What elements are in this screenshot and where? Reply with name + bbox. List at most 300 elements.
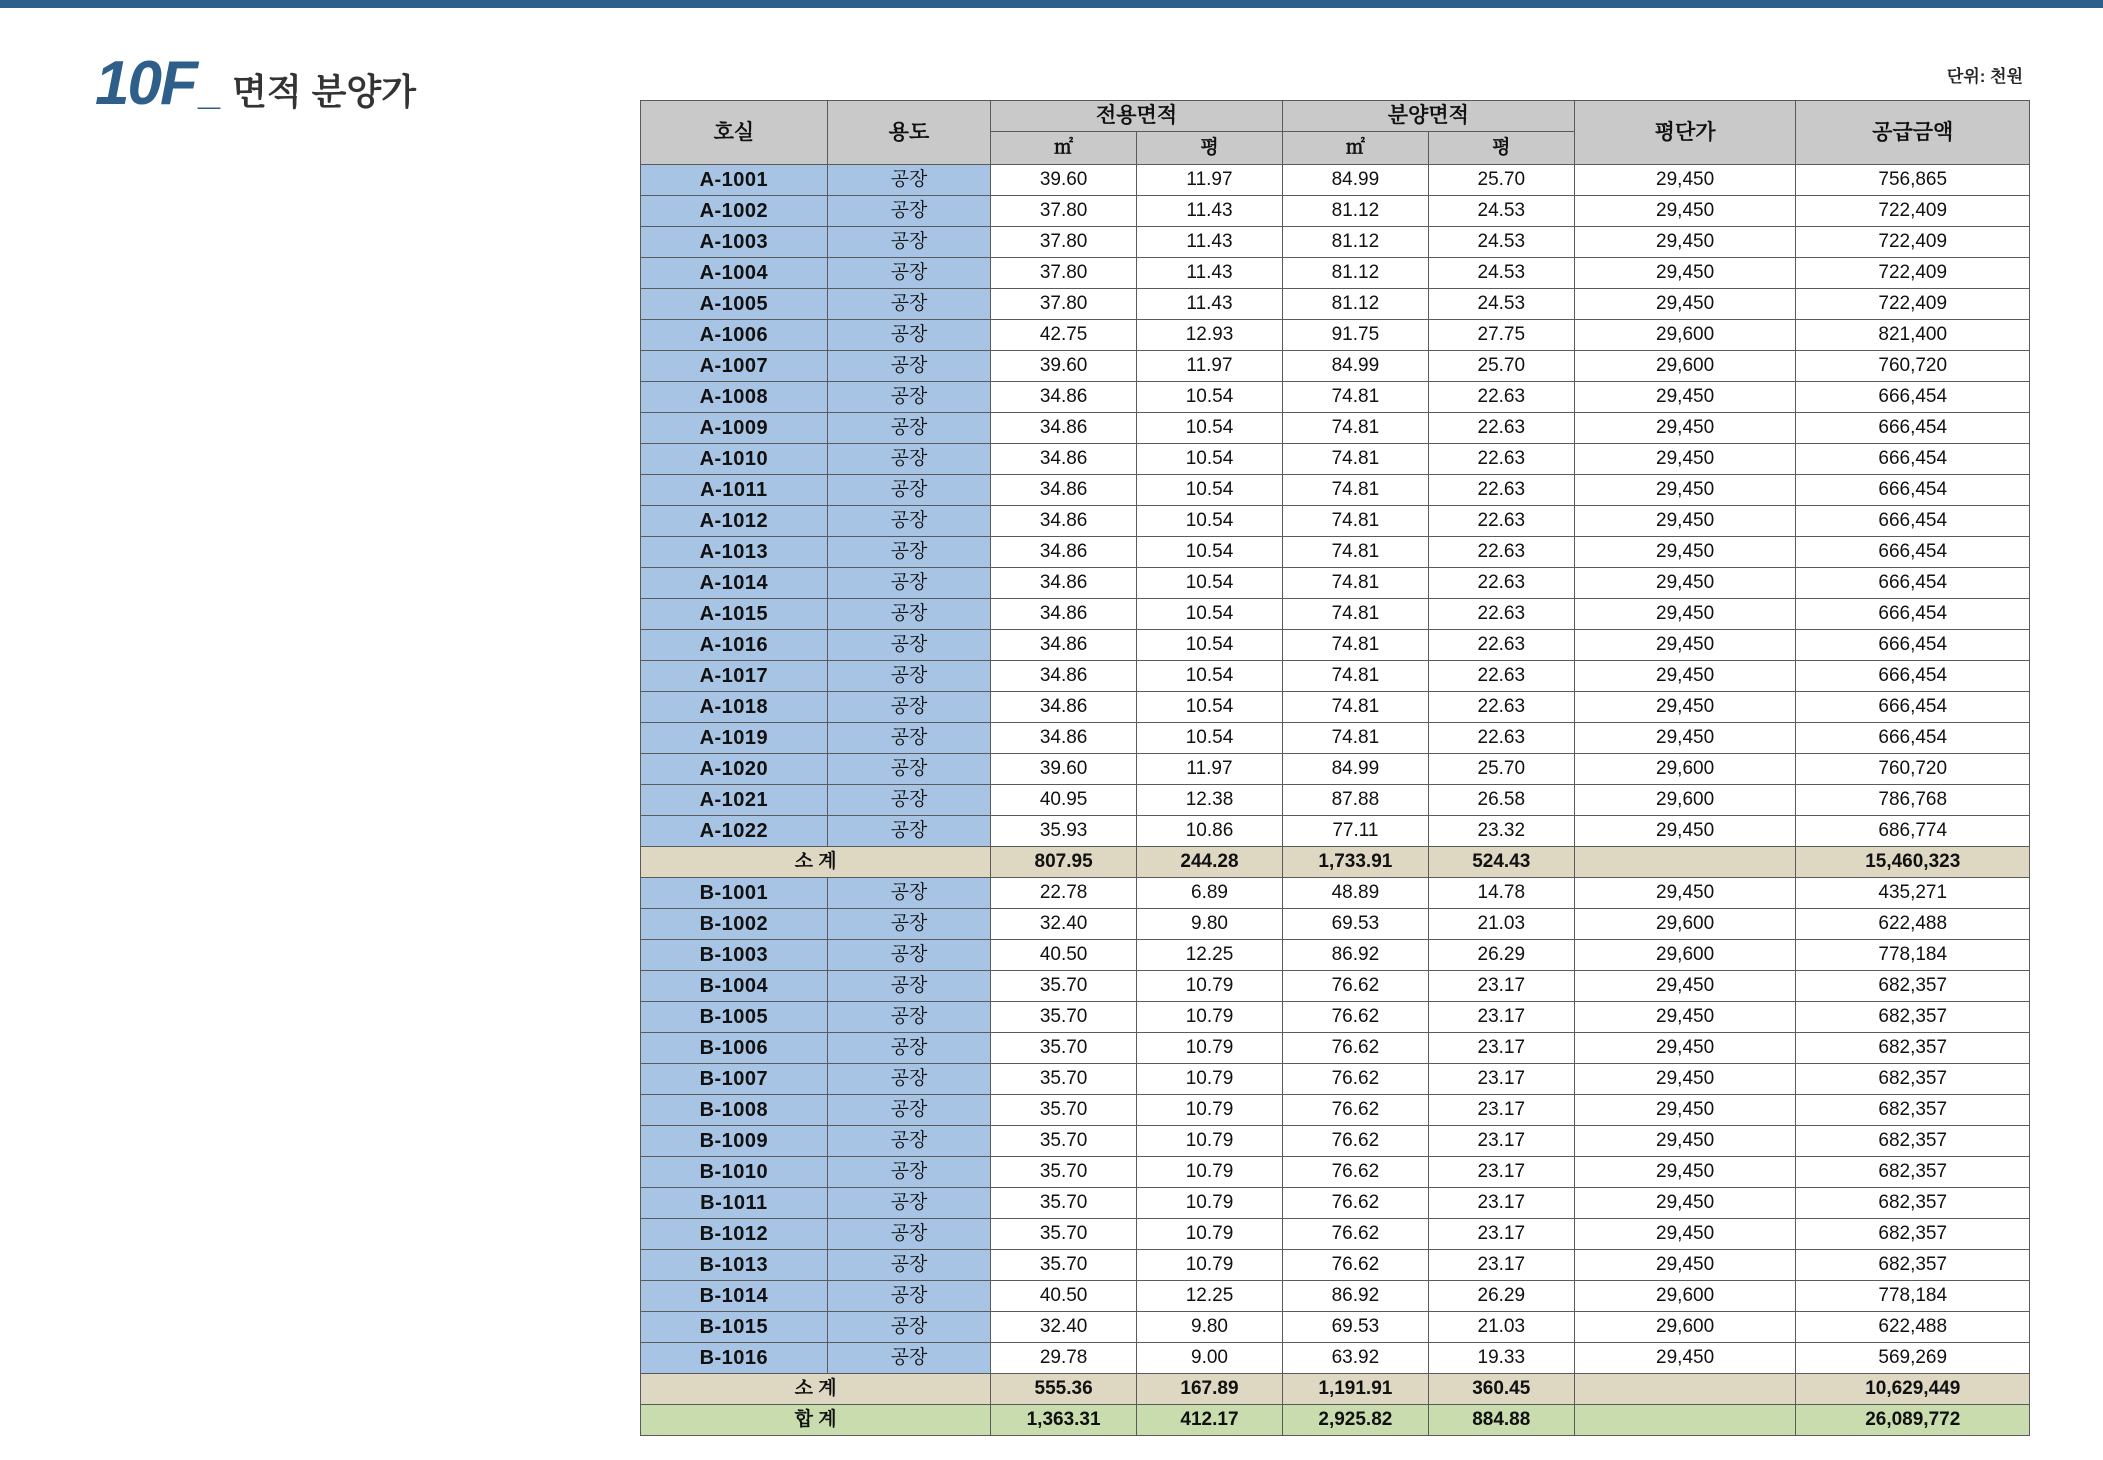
table-row bbox=[641, 196, 2030, 227]
cell-use: 공장 bbox=[827, 878, 990, 909]
subtotal-row-a-total-amount: 15,460,323 bbox=[1796, 847, 2030, 878]
cell-supply-sqm: 74.81 bbox=[1282, 537, 1428, 568]
cell-exclusive-sqm: 34.86 bbox=[991, 506, 1137, 537]
cell-total-amount: 666,454 bbox=[1796, 506, 2030, 537]
cell-supply-sqm: 86.92 bbox=[1282, 940, 1428, 971]
cell-unit: B-1001 bbox=[641, 878, 828, 909]
cell-exclusive-pyeong: 12.25 bbox=[1137, 940, 1283, 971]
cell-unit: A-1010 bbox=[641, 444, 828, 475]
cell-use: 공장 bbox=[827, 630, 990, 661]
cell-exclusive-sqm: 35.93 bbox=[991, 816, 1137, 847]
cell-total-amount: 722,409 bbox=[1796, 196, 2030, 227]
cell-unit: B-1012 bbox=[641, 1219, 828, 1250]
table-row bbox=[641, 537, 2030, 568]
cell-supply-sqm: 74.81 bbox=[1282, 692, 1428, 723]
table-row bbox=[641, 1126, 2030, 1157]
cell-exclusive-sqm: 34.86 bbox=[991, 599, 1137, 630]
cell-unit: A-1004 bbox=[641, 258, 828, 289]
cell-total-amount: 760,720 bbox=[1796, 351, 2030, 382]
cell-unit-price: 29,450 bbox=[1574, 227, 1796, 258]
cell-use: 공장 bbox=[827, 723, 990, 754]
cell-unit: B-1008 bbox=[641, 1095, 828, 1126]
table-row bbox=[641, 382, 2030, 413]
grand-total-row-exclusive-pyeong: 412.17 bbox=[1137, 1405, 1283, 1436]
cell-unit: B-1004 bbox=[641, 971, 828, 1002]
cell-exclusive-sqm: 35.70 bbox=[991, 1002, 1137, 1033]
cell-total-amount: 666,454 bbox=[1796, 413, 2030, 444]
cell-exclusive-pyeong: 10.54 bbox=[1137, 413, 1283, 444]
cell-exclusive-sqm: 32.40 bbox=[991, 909, 1137, 940]
cell-unit: B-1014 bbox=[641, 1281, 828, 1312]
cell-use: 공장 bbox=[827, 1281, 990, 1312]
cell-exclusive-sqm: 40.95 bbox=[991, 785, 1137, 816]
cell-unit-price: 29,450 bbox=[1574, 444, 1796, 475]
cell-use: 공장 bbox=[827, 661, 990, 692]
cell-supply-pyeong: 23.17 bbox=[1428, 1126, 1574, 1157]
cell-supply-sqm: 69.53 bbox=[1282, 1312, 1428, 1343]
cell-exclusive-sqm: 39.60 bbox=[991, 754, 1137, 785]
table-row bbox=[641, 227, 2030, 258]
cell-supply-sqm: 87.88 bbox=[1282, 785, 1428, 816]
cell-supply-sqm: 48.89 bbox=[1282, 878, 1428, 909]
cell-unit: B-1015 bbox=[641, 1312, 828, 1343]
table-row bbox=[641, 692, 2030, 723]
cell-supply-sqm: 84.99 bbox=[1282, 351, 1428, 382]
cell-unit: B-1006 bbox=[641, 1033, 828, 1064]
cell-total-amount: 622,488 bbox=[1796, 909, 2030, 940]
cell-exclusive-sqm: 39.60 bbox=[991, 351, 1137, 382]
subtotal-row-a-exclusive-pyeong: 244.28 bbox=[1137, 847, 1283, 878]
cell-exclusive-pyeong: 10.54 bbox=[1137, 444, 1283, 475]
cell-exclusive-sqm: 42.75 bbox=[991, 320, 1137, 351]
table-row bbox=[641, 630, 2030, 661]
cell-use: 공장 bbox=[827, 1250, 990, 1281]
grand-total-row-supply-sqm: 2,925.82 bbox=[1282, 1405, 1428, 1436]
cell-exclusive-pyeong: 12.25 bbox=[1137, 1281, 1283, 1312]
cell-exclusive-pyeong: 10.54 bbox=[1137, 568, 1283, 599]
cell-exclusive-pyeong: 11.43 bbox=[1137, 258, 1283, 289]
cell-unit: A-1019 bbox=[641, 723, 828, 754]
cell-exclusive-sqm: 34.86 bbox=[991, 537, 1137, 568]
cell-exclusive-pyeong: 10.79 bbox=[1137, 1219, 1283, 1250]
cell-exclusive-sqm: 35.70 bbox=[991, 1064, 1137, 1095]
cell-unit-price: 29,450 bbox=[1574, 1126, 1796, 1157]
cell-exclusive-pyeong: 10.54 bbox=[1137, 692, 1283, 723]
cell-supply-sqm: 74.81 bbox=[1282, 475, 1428, 506]
cell-supply-sqm: 86.92 bbox=[1282, 1281, 1428, 1312]
cell-exclusive-sqm: 35.70 bbox=[991, 1188, 1137, 1219]
table-row bbox=[641, 1281, 2030, 1312]
table-row bbox=[641, 1095, 2030, 1126]
cell-total-amount: 622,488 bbox=[1796, 1312, 2030, 1343]
table-row bbox=[641, 1343, 2030, 1374]
cell-unit-price: 29,450 bbox=[1574, 692, 1796, 723]
cell-total-amount: 666,454 bbox=[1796, 599, 2030, 630]
cell-exclusive-pyeong: 10.79 bbox=[1137, 1002, 1283, 1033]
cell-use: 공장 bbox=[827, 227, 990, 258]
cell-supply-pyeong: 21.03 bbox=[1428, 1312, 1574, 1343]
cell-unit-price: 29,600 bbox=[1574, 940, 1796, 971]
cell-supply-sqm: 91.75 bbox=[1282, 320, 1428, 351]
cell-unit-price: 29,450 bbox=[1574, 1157, 1796, 1188]
table-row bbox=[641, 475, 2030, 506]
cell-unit: B-1005 bbox=[641, 1002, 828, 1033]
table-row bbox=[641, 1250, 2030, 1281]
cell-exclusive-sqm: 37.80 bbox=[991, 258, 1137, 289]
cell-unit: A-1018 bbox=[641, 692, 828, 723]
cell-use: 공장 bbox=[827, 537, 990, 568]
cell-use: 공장 bbox=[827, 909, 990, 940]
cell-supply-sqm: 74.81 bbox=[1282, 506, 1428, 537]
subtotal-row-a-label: 소 계 bbox=[641, 847, 991, 878]
cell-total-amount: 722,409 bbox=[1796, 258, 2030, 289]
cell-unit: B-1011 bbox=[641, 1188, 828, 1219]
cell-total-amount: 666,454 bbox=[1796, 382, 2030, 413]
cell-supply-sqm: 74.81 bbox=[1282, 413, 1428, 444]
cell-unit: A-1002 bbox=[641, 196, 828, 227]
cell-exclusive-sqm: 22.78 bbox=[991, 878, 1137, 909]
cell-exclusive-sqm: 34.86 bbox=[991, 475, 1137, 506]
cell-supply-pyeong: 24.53 bbox=[1428, 196, 1574, 227]
cell-exclusive-pyeong: 10.54 bbox=[1137, 661, 1283, 692]
cell-total-amount: 821,400 bbox=[1796, 320, 2030, 351]
cell-exclusive-pyeong: 10.54 bbox=[1137, 630, 1283, 661]
cell-use: 공장 bbox=[827, 1343, 990, 1374]
subtotal-row-b-unit-price bbox=[1574, 1374, 1796, 1405]
cell-total-amount: 756,865 bbox=[1796, 165, 2030, 196]
cell-supply-sqm: 76.62 bbox=[1282, 1002, 1428, 1033]
table-row bbox=[641, 413, 2030, 444]
cell-unit: A-1012 bbox=[641, 506, 828, 537]
cell-supply-pyeong: 22.63 bbox=[1428, 475, 1574, 506]
cell-unit: A-1008 bbox=[641, 382, 828, 413]
cell-unit: B-1007 bbox=[641, 1064, 828, 1095]
cell-supply-sqm: 81.12 bbox=[1282, 227, 1428, 258]
header-supply-sqm: ㎡ bbox=[1282, 132, 1428, 165]
table-row bbox=[641, 971, 2030, 1002]
cell-use: 공장 bbox=[827, 1312, 990, 1343]
cell-use: 공장 bbox=[827, 1126, 990, 1157]
cell-exclusive-sqm: 39.60 bbox=[991, 165, 1137, 196]
cell-supply-pyeong: 23.32 bbox=[1428, 816, 1574, 847]
cell-use: 공장 bbox=[827, 165, 990, 196]
cell-supply-sqm: 76.62 bbox=[1282, 1126, 1428, 1157]
cell-exclusive-pyeong: 10.54 bbox=[1137, 475, 1283, 506]
cell-exclusive-sqm: 35.70 bbox=[991, 1157, 1137, 1188]
cell-exclusive-pyeong: 10.79 bbox=[1137, 1250, 1283, 1281]
cell-total-amount: 786,768 bbox=[1796, 785, 2030, 816]
cell-exclusive-sqm: 34.86 bbox=[991, 382, 1137, 413]
top-accent-bar bbox=[0, 0, 2103, 8]
cell-exclusive-pyeong: 11.97 bbox=[1137, 754, 1283, 785]
cell-exclusive-pyeong: 10.79 bbox=[1137, 1126, 1283, 1157]
header-row-primary bbox=[641, 101, 2030, 132]
cell-total-amount: 666,454 bbox=[1796, 568, 2030, 599]
subtotal-row-a bbox=[641, 847, 2030, 878]
table-row bbox=[641, 785, 2030, 816]
cell-supply-pyeong: 22.63 bbox=[1428, 630, 1574, 661]
cell-unit-price: 29,450 bbox=[1574, 165, 1796, 196]
cell-supply-sqm: 77.11 bbox=[1282, 816, 1428, 847]
cell-supply-sqm: 76.62 bbox=[1282, 1157, 1428, 1188]
table-row bbox=[641, 940, 2030, 971]
cell-exclusive-pyeong: 10.54 bbox=[1137, 599, 1283, 630]
cell-unit-price: 29,450 bbox=[1574, 258, 1796, 289]
table-row bbox=[641, 320, 2030, 351]
cell-unit-price: 29,450 bbox=[1574, 1002, 1796, 1033]
cell-unit-price: 29,450 bbox=[1574, 971, 1796, 1002]
cell-total-amount: 686,774 bbox=[1796, 816, 2030, 847]
cell-supply-pyeong: 23.17 bbox=[1428, 1157, 1574, 1188]
cell-use: 공장 bbox=[827, 382, 990, 413]
header-supply-pyeong: 평 bbox=[1428, 132, 1574, 165]
cell-unit: B-1013 bbox=[641, 1250, 828, 1281]
subtotal-row-a-unit-price bbox=[1574, 847, 1796, 878]
cell-exclusive-pyeong: 6.89 bbox=[1137, 878, 1283, 909]
cell-supply-sqm: 81.12 bbox=[1282, 258, 1428, 289]
subtotal-row-a-exclusive-sqm: 807.95 bbox=[991, 847, 1137, 878]
cell-unit: A-1005 bbox=[641, 289, 828, 320]
cell-unit: A-1003 bbox=[641, 227, 828, 258]
cell-total-amount: 722,409 bbox=[1796, 289, 2030, 320]
cell-unit-price: 29,450 bbox=[1574, 1095, 1796, 1126]
cell-exclusive-pyeong: 10.54 bbox=[1137, 537, 1283, 568]
cell-total-amount: 682,357 bbox=[1796, 1095, 2030, 1126]
cell-supply-pyeong: 26.29 bbox=[1428, 940, 1574, 971]
cell-supply-sqm: 76.62 bbox=[1282, 1219, 1428, 1250]
cell-exclusive-sqm: 29.78 bbox=[991, 1343, 1137, 1374]
cell-total-amount: 435,271 bbox=[1796, 878, 2030, 909]
cell-use: 공장 bbox=[827, 940, 990, 971]
cell-use: 공장 bbox=[827, 1095, 990, 1126]
cell-use: 공장 bbox=[827, 754, 990, 785]
cell-total-amount: 682,357 bbox=[1796, 1064, 2030, 1095]
cell-supply-pyeong: 22.63 bbox=[1428, 444, 1574, 475]
table-row bbox=[641, 568, 2030, 599]
cell-unit-price: 29,600 bbox=[1574, 754, 1796, 785]
cell-total-amount: 682,357 bbox=[1796, 1250, 2030, 1281]
cell-exclusive-pyeong: 9.80 bbox=[1137, 909, 1283, 940]
cell-supply-sqm: 74.81 bbox=[1282, 568, 1428, 599]
cell-unit: A-1014 bbox=[641, 568, 828, 599]
cell-supply-sqm: 74.81 bbox=[1282, 599, 1428, 630]
cell-use: 공장 bbox=[827, 1157, 990, 1188]
price-table-container bbox=[640, 100, 2030, 1436]
cell-unit-price: 29,600 bbox=[1574, 785, 1796, 816]
cell-unit-price: 29,450 bbox=[1574, 1064, 1796, 1095]
grand-total-row-unit-price bbox=[1574, 1405, 1796, 1436]
cell-supply-sqm: 81.12 bbox=[1282, 289, 1428, 320]
cell-supply-sqm: 76.62 bbox=[1282, 1250, 1428, 1281]
cell-unit: B-1009 bbox=[641, 1126, 828, 1157]
header-exclusive-pyeong: 평 bbox=[1137, 132, 1283, 165]
cell-exclusive-pyeong: 11.43 bbox=[1137, 289, 1283, 320]
cell-supply-pyeong: 25.70 bbox=[1428, 165, 1574, 196]
cell-total-amount: 666,454 bbox=[1796, 475, 2030, 506]
cell-unit-price: 29,450 bbox=[1574, 599, 1796, 630]
cell-use: 공장 bbox=[827, 196, 990, 227]
cell-use: 공장 bbox=[827, 1033, 990, 1064]
cell-unit-price: 29,450 bbox=[1574, 630, 1796, 661]
header-use: 용도 bbox=[827, 101, 990, 165]
cell-use: 공장 bbox=[827, 506, 990, 537]
price-table bbox=[640, 100, 2030, 1436]
cell-use: 공장 bbox=[827, 413, 990, 444]
cell-supply-sqm: 76.62 bbox=[1282, 1095, 1428, 1126]
cell-exclusive-sqm: 34.86 bbox=[991, 444, 1137, 475]
cell-exclusive-sqm: 35.70 bbox=[991, 1219, 1137, 1250]
page-subtitle: 면적 분양가 bbox=[232, 71, 416, 112]
cell-total-amount: 682,357 bbox=[1796, 1002, 2030, 1033]
cell-exclusive-sqm: 34.86 bbox=[991, 568, 1137, 599]
cell-exclusive-pyeong: 10.79 bbox=[1137, 1095, 1283, 1126]
subtotal-row-b-supply-sqm: 1,191.91 bbox=[1282, 1374, 1428, 1405]
table-row bbox=[641, 661, 2030, 692]
subtotal-row-b-label: 소 계 bbox=[641, 1374, 991, 1405]
table-row bbox=[641, 816, 2030, 847]
grand-total-row bbox=[641, 1405, 2030, 1436]
cell-use: 공장 bbox=[827, 351, 990, 382]
cell-total-amount: 682,357 bbox=[1796, 1126, 2030, 1157]
cell-supply-pyeong: 23.17 bbox=[1428, 1095, 1574, 1126]
cell-total-amount: 778,184 bbox=[1796, 940, 2030, 971]
cell-exclusive-sqm: 40.50 bbox=[991, 940, 1137, 971]
cell-exclusive-sqm: 37.80 bbox=[991, 227, 1137, 258]
cell-use: 공장 bbox=[827, 320, 990, 351]
cell-unit: A-1007 bbox=[641, 351, 828, 382]
table-row bbox=[641, 165, 2030, 196]
cell-unit: A-1011 bbox=[641, 475, 828, 506]
grand-total-row-label: 합 계 bbox=[641, 1405, 991, 1436]
table-row bbox=[641, 1157, 2030, 1188]
cell-exclusive-pyeong: 11.97 bbox=[1137, 165, 1283, 196]
cell-total-amount: 666,454 bbox=[1796, 692, 2030, 723]
table-row bbox=[641, 1219, 2030, 1250]
cell-total-amount: 666,454 bbox=[1796, 661, 2030, 692]
cell-unit: B-1003 bbox=[641, 940, 828, 971]
cell-use: 공장 bbox=[827, 1064, 990, 1095]
cell-use: 공장 bbox=[827, 1219, 990, 1250]
cell-supply-sqm: 76.62 bbox=[1282, 1064, 1428, 1095]
cell-unit-price: 29,450 bbox=[1574, 289, 1796, 320]
table-row bbox=[641, 1033, 2030, 1064]
cell-supply-pyeong: 23.17 bbox=[1428, 1219, 1574, 1250]
cell-exclusive-pyeong: 10.79 bbox=[1137, 1064, 1283, 1095]
cell-unit-price: 29,450 bbox=[1574, 816, 1796, 847]
cell-supply-sqm: 76.62 bbox=[1282, 1188, 1428, 1219]
cell-unit-price: 29,450 bbox=[1574, 537, 1796, 568]
grand-total-row-exclusive-sqm: 1,363.31 bbox=[991, 1405, 1137, 1436]
cell-total-amount: 682,357 bbox=[1796, 1157, 2030, 1188]
cell-unit: A-1020 bbox=[641, 754, 828, 785]
cell-supply-pyeong: 22.63 bbox=[1428, 382, 1574, 413]
cell-unit-price: 29,450 bbox=[1574, 506, 1796, 537]
cell-unit-price: 29,450 bbox=[1574, 568, 1796, 599]
cell-exclusive-sqm: 34.86 bbox=[991, 661, 1137, 692]
header-unit-price: 평단가 bbox=[1574, 101, 1796, 165]
cell-use: 공장 bbox=[827, 444, 990, 475]
cell-total-amount: 760,720 bbox=[1796, 754, 2030, 785]
title-separator: _ bbox=[197, 69, 221, 113]
cell-supply-pyeong: 23.17 bbox=[1428, 971, 1574, 1002]
cell-exclusive-pyeong: 11.43 bbox=[1137, 196, 1283, 227]
cell-unit-price: 29,450 bbox=[1574, 878, 1796, 909]
cell-supply-pyeong: 23.17 bbox=[1428, 1064, 1574, 1095]
cell-supply-pyeong: 22.63 bbox=[1428, 506, 1574, 537]
table-row bbox=[641, 1064, 2030, 1095]
table-header bbox=[641, 101, 2030, 165]
subtotal-row-a-supply-sqm: 1,733.91 bbox=[1282, 847, 1428, 878]
cell-supply-pyeong: 23.17 bbox=[1428, 1002, 1574, 1033]
cell-exclusive-sqm: 35.70 bbox=[991, 1126, 1137, 1157]
subtotal-row-b bbox=[641, 1374, 2030, 1405]
cell-supply-pyeong: 22.63 bbox=[1428, 413, 1574, 444]
cell-unit: A-1001 bbox=[641, 165, 828, 196]
cell-supply-sqm: 76.62 bbox=[1282, 1033, 1428, 1064]
cell-exclusive-pyeong: 11.97 bbox=[1137, 351, 1283, 382]
cell-unit: A-1006 bbox=[641, 320, 828, 351]
cell-supply-sqm: 69.53 bbox=[1282, 909, 1428, 940]
cell-exclusive-sqm: 34.86 bbox=[991, 413, 1137, 444]
table-body bbox=[641, 165, 2030, 1436]
cell-supply-pyeong: 14.78 bbox=[1428, 878, 1574, 909]
table-row bbox=[641, 1188, 2030, 1219]
cell-exclusive-pyeong: 10.86 bbox=[1137, 816, 1283, 847]
cell-unit: B-1016 bbox=[641, 1343, 828, 1374]
cell-supply-sqm: 74.81 bbox=[1282, 444, 1428, 475]
cell-exclusive-pyeong: 10.54 bbox=[1137, 723, 1283, 754]
cell-supply-pyeong: 24.53 bbox=[1428, 258, 1574, 289]
cell-exclusive-pyeong: 11.43 bbox=[1137, 227, 1283, 258]
cell-supply-sqm: 63.92 bbox=[1282, 1343, 1428, 1374]
cell-unit-price: 29,450 bbox=[1574, 382, 1796, 413]
cell-supply-sqm: 84.99 bbox=[1282, 754, 1428, 785]
cell-unit-price: 29,450 bbox=[1574, 413, 1796, 444]
page-title bbox=[95, 48, 416, 119]
cell-unit-price: 29,600 bbox=[1574, 909, 1796, 940]
cell-exclusive-pyeong: 10.79 bbox=[1137, 1188, 1283, 1219]
subtotal-row-b-exclusive-pyeong: 167.89 bbox=[1137, 1374, 1283, 1405]
cell-supply-pyeong: 22.63 bbox=[1428, 537, 1574, 568]
cell-use: 공장 bbox=[827, 258, 990, 289]
cell-exclusive-sqm: 37.80 bbox=[991, 196, 1137, 227]
cell-total-amount: 569,269 bbox=[1796, 1343, 2030, 1374]
cell-supply-sqm: 76.62 bbox=[1282, 971, 1428, 1002]
grand-total-row-supply-pyeong: 884.88 bbox=[1428, 1405, 1574, 1436]
cell-total-amount: 666,454 bbox=[1796, 537, 2030, 568]
cell-exclusive-pyeong: 12.38 bbox=[1137, 785, 1283, 816]
cell-total-amount: 682,357 bbox=[1796, 971, 2030, 1002]
cell-use: 공장 bbox=[827, 1188, 990, 1219]
cell-use: 공장 bbox=[827, 599, 990, 630]
cell-supply-pyeong: 25.70 bbox=[1428, 754, 1574, 785]
cell-supply-pyeong: 23.17 bbox=[1428, 1033, 1574, 1064]
table-row bbox=[641, 1312, 2030, 1343]
cell-use: 공장 bbox=[827, 568, 990, 599]
unit-note: 단위: 천원 bbox=[1946, 67, 2023, 86]
cell-unit-price: 29,450 bbox=[1574, 1219, 1796, 1250]
header-supply-area: 분양면적 bbox=[1282, 101, 1574, 132]
cell-supply-pyeong: 22.63 bbox=[1428, 692, 1574, 723]
cell-supply-pyeong: 23.17 bbox=[1428, 1188, 1574, 1219]
cell-unit: B-1010 bbox=[641, 1157, 828, 1188]
cell-exclusive-sqm: 35.70 bbox=[991, 971, 1137, 1002]
table-row bbox=[641, 351, 2030, 382]
cell-unit-price: 29,450 bbox=[1574, 723, 1796, 754]
cell-unit: A-1015 bbox=[641, 599, 828, 630]
cell-supply-pyeong: 27.75 bbox=[1428, 320, 1574, 351]
cell-supply-sqm: 74.81 bbox=[1282, 382, 1428, 413]
